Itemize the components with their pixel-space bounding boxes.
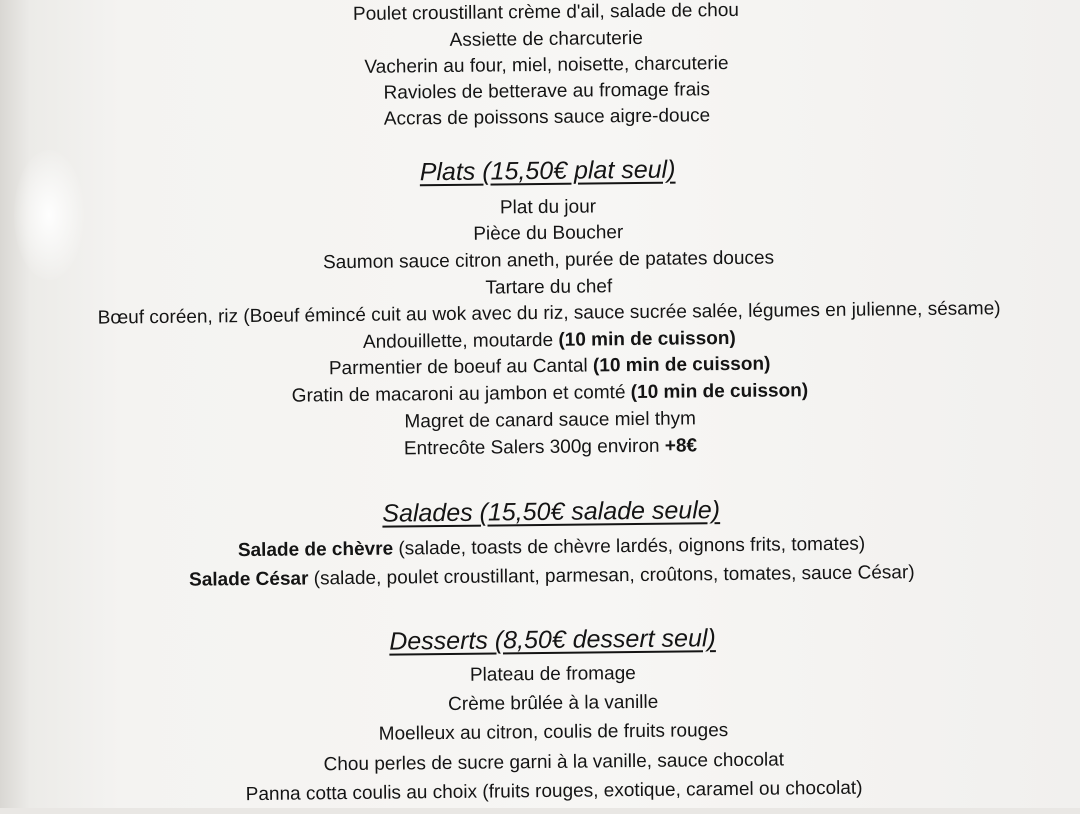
entree-item: Vacherin au four, miel, noisette, charcuterie [364,53,729,78]
plat-item-name: Andouillette, moutarde [362,329,559,353]
plats-heading: Plats (15,50€ plat seul) [419,155,676,187]
plat-item [0,431,1080,465]
dessert-item: Crème brûlée à la vanille [447,691,659,715]
price-supplement: +8€ [664,435,698,457]
salade-item [1,531,1080,565]
plat-item: Plat du jour [499,196,597,219]
salade-name: Salade de chèvre [237,538,394,562]
dessert-item: Panna cotta coulis au choix (fruits rouges, exotique, caramel ou chocolat) [245,777,863,806]
dessert-item: Plateau de fromage [469,663,636,686]
dessert-item: Moelleux au citron, coulis de fruits rouges [378,720,729,745]
salade-description: (salade, poulet croustillant, parmesan, croûtons, tomates, sauce César) [308,562,915,590]
cooking-time-note: (10 min de cuisson) [592,353,771,377]
entree-item: Poulet croustillant crème d'ail, salade de chou [352,0,740,25]
plat-item: Pièce du Boucher [473,222,624,245]
salades-heading: Salades (15,50€ salade seule) [382,496,721,528]
plat-item-name: Entrecôte Salers 300g environ [403,435,665,460]
plat-item: Bœuf coréen, riz (Boeuf émincé cuit au wok avec du riz, sauce sucrée salée, légumes en julienne, sésame) [97,298,1001,329]
plat-item: Tartare du chef [485,276,613,299]
salade-description: (salade, toasts de chèvre lardés, oignons frits, tomates) [393,533,866,560]
plat-item-name: Parmentier de boeuf au Cantal [328,355,594,380]
plat-item: Saumon sauce citron aneth, purée de patates douces [322,247,775,274]
plat-item: Magret de canard sauce miel thym [404,408,697,433]
plat-item-name: Gratin de macaroni au jambon et comté [291,382,631,407]
desserts-heading: Desserts (8,50€ dessert seul) [389,624,716,656]
entree-item: Assiette de charcuterie [449,27,643,51]
entree-item: Accras de poissons sauce aigre-douce [383,105,711,130]
dessert-item: Chou perles de sucre garni à la vanille, sauce chocolat [323,749,785,776]
salade-item [2,560,1080,594]
cooking-time-note: (10 min de cuisson) [630,380,809,404]
salade-name: Salade César [188,568,309,591]
entree-item: Ravioles de betterave au fromage frais [383,79,711,104]
cooking-time-note: (10 min de cuisson) [558,327,736,351]
